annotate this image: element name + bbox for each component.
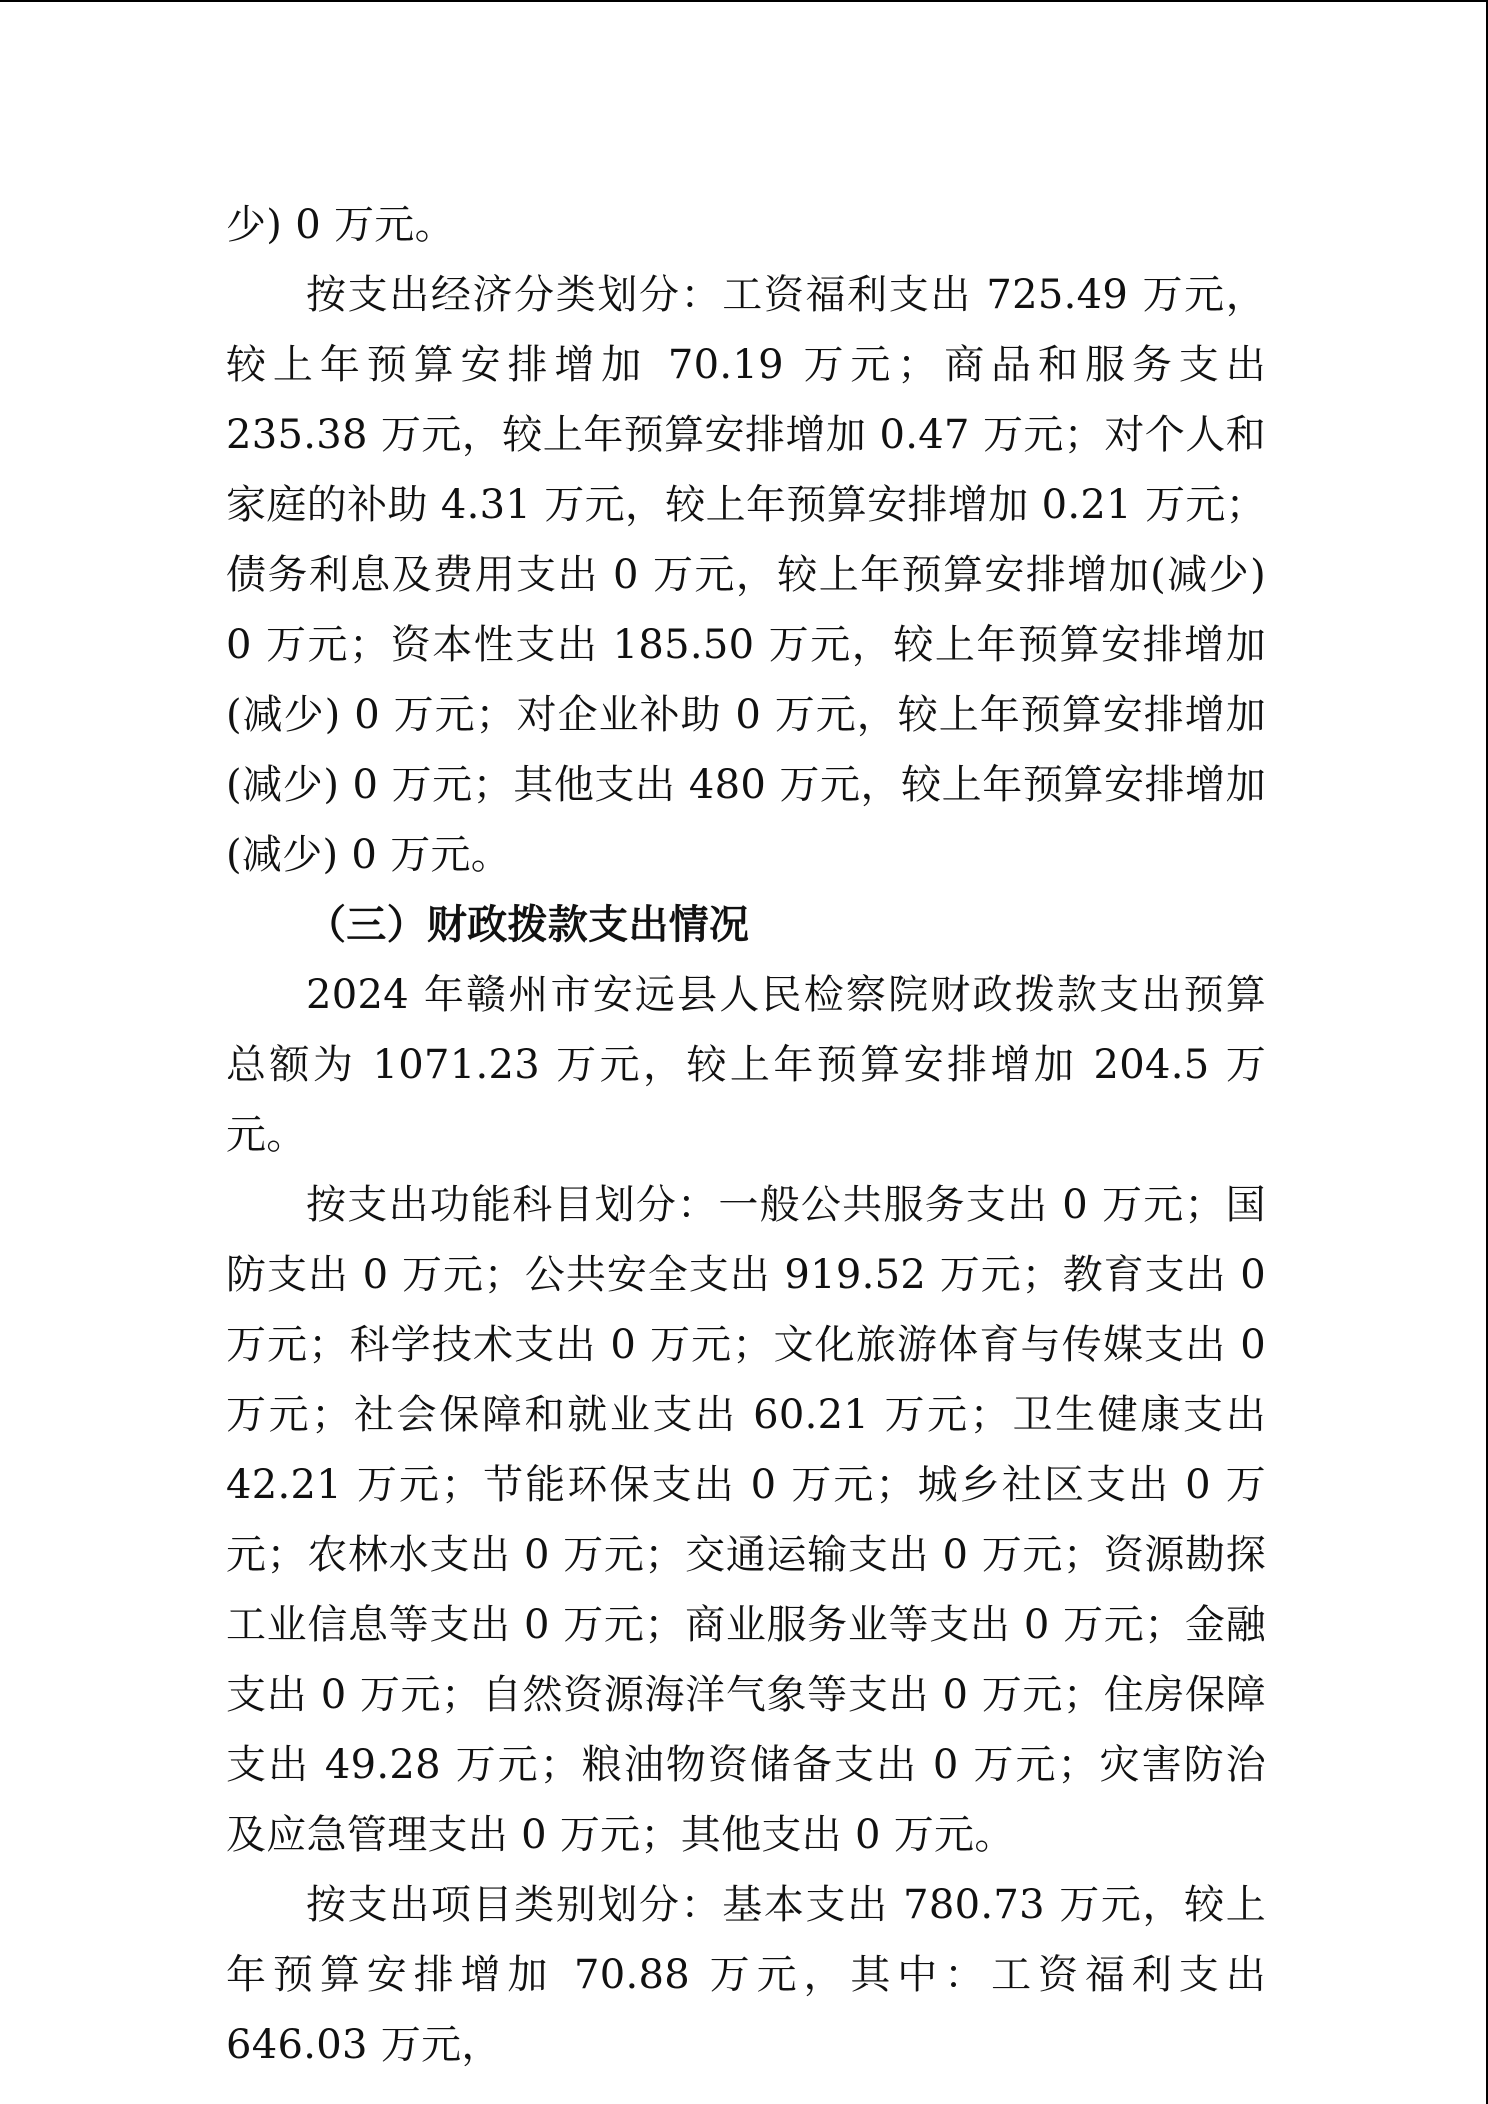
paragraph-fiscal-total: 2024 年赣州市安远县人民检察院财政拨款支出预算总额为 1071.23 万元，较上年预算安排增加 204.5 万元。 <box>226 972 1266 1158</box>
paragraph-economic-classification: 按支出经济分类划分：工资福利支出 725.49 万元，较上年预算安排增加 70.19 万元；商品和服务支出 235.38 万元，较上年预算安排增加 0.47 万元；对个人和家庭的补助 4.31 万元，较上年预算安排增加 0.21 万元；债务利息及费用支出 0 万元，较上年预算安排增加(减少) 0 万元；资本性支出 185.50 万元，较上年预算安排增加(减少) 0 万元；对企业补助 0 万元，较上年预算安排增加(减少) 0 万元；其他支出 480 万元，较上年预算安排增加(减少) 0 万元。 <box>226 272 1266 878</box>
document-body <box>226 190 1266 2080</box>
paragraph-continuation: 少) 0 万元。 <box>226 202 455 248</box>
paragraph-project-classification: 按支出项目类别划分：基本支出 780.73 万元，较上年预算安排增加 70.88 万元，其中：工资福利支出 646.03 万元， <box>226 1882 1266 2068</box>
section-heading-fiscal-expenditure: （三）财政拨款支出情况 <box>306 901 750 948</box>
paragraph-functional-classification: 按支出功能科目划分：一般公共服务支出 0 万元；国防支出 0 万元；公共安全支出 919.52 万元；教育支出 0 万元；科学技术支出 0 万元；文化旅游体育与传媒支出 0 万元；社会保障和就业支出 60.21 万元；卫生健康支出 42.21 万元；节能环保支出 0 万元；城乡社区支出 0 万元；农林水支出 0 万元；交通运输支出 0 万元；资源勘探工业信息等支出 0 万元；商业服务业等支出 0 万元；金融支出 0 万元；自然资源海洋气象等支出 0 万元；住房保障支出 49.28 万元；粮油物资储备支出 0 万元；灾害防治及应急管理支出 0 万元；其他支出 0 万元。 <box>226 1182 1266 1858</box>
